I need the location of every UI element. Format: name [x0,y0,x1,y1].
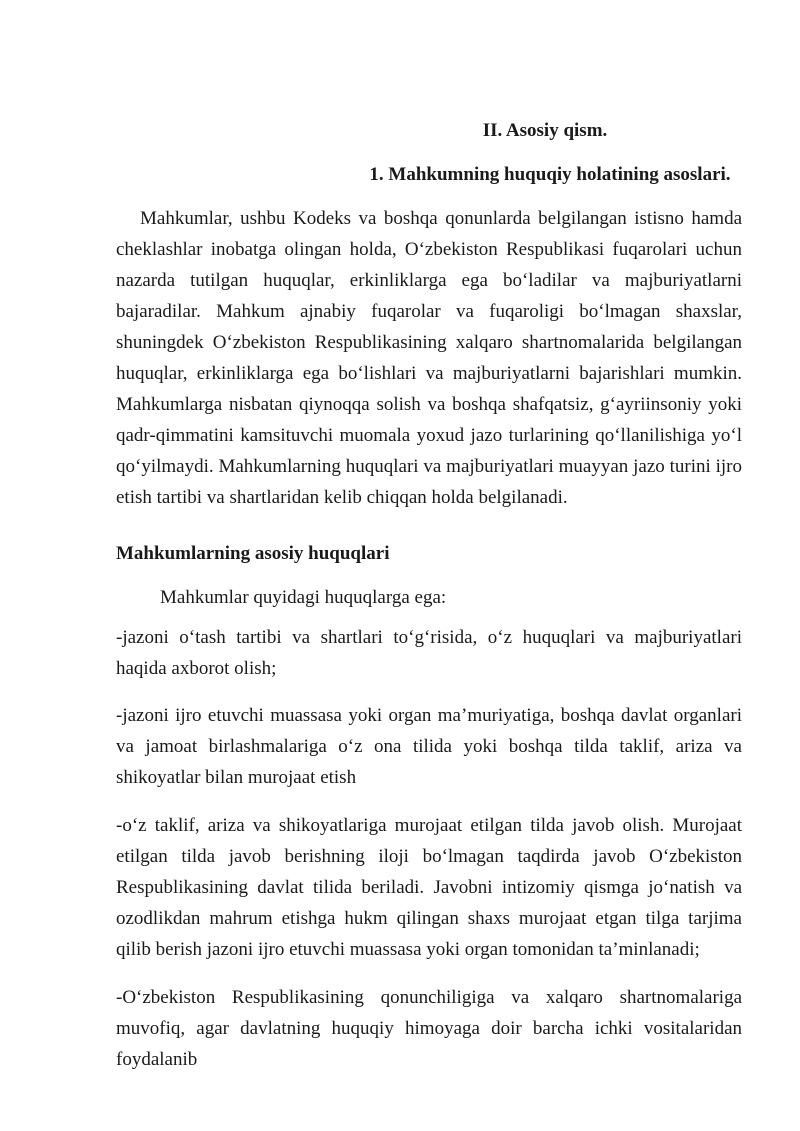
intro-paragraph: Mahkumlar, ushbu Kodeks va boshqa qonunlarda belgilangan istisno hamda cheklashlar inobatga olingan holda, O‘zbekiston Respublikasi fuqarolari uchun nazarda tutilgan huquqlar, erkinliklarga ega bo‘ladilar va majburiyatlarni bajaradilar. Mahkum ajnabiy fuqarolar va fuqaroligi bo‘lmagan shaxslar, shuningdek O‘zbekiston Respublikasining xalqaro shartnomalarida belgilangan huquqlar, erkinliklarga ega bo‘lishlari va majburiyatlarni bajarishlari mumkin. Mahkumlarga nisbatan qiynoqqa solish va boshqa shafqatsiz, g‘ayriinsoniy yoki qadr-qimmatini kamsituvchi muomala yoxud jazo turlarining qo‘llanilishiga yo‘l qo‘yilmaydi. Mahkumlarning huquqlari va majburiyatlari muayyan jazo turini ijro etish tartibi va shartlaridan kelib chiqqan holda belgilanadi. [116,208,742,508]
section-heading: 1. Mahkumning huquqiy holatining asoslari. [369,164,731,185]
main-heading: II. Asosiy qism. [482,120,608,141]
right-item-3: -o‘z taklif, ariza va shikoyatlariga murojaat etilgan tilda javob olish. Murojaat etilgan tilda javob berishning iloji bo‘lmagan taqdirda javob O‘zbekiston Respublikasining davlat tilida beriladi. Javobni intizomiy qismga jo‘natish va ozodlikdan mahrum etishga hukm qilingan shaxs murojaat etgan tilga tarjima qilib berish jazoni ijro etuvchi muassasa yoki organ tomonidan ta’minlanadi; [116,815,742,960]
right-item-1: -jazoni o‘tash tartibi va shartlari to‘g‘risida, o‘z huquqlari va majburiyatlari haqida axborot olish; [116,627,742,679]
subheading: Mahkumlarning asosiy huquqlari [116,543,390,564]
lead-line: Mahkumlar quyidagi huquqlarga ega: [160,587,447,608]
right-item-2: -jazoni ijro etuvchi muassasa yoki organ ma’muriyatiga, boshqa davlat organlari va jamoat birlashmalariga o‘z ona tilida yoki boshqa tilda taklif, ariza va shikoyatlar bilan murojaat etish [116,705,742,788]
right-item-4: -O‘zbekiston Respublikasining qonunchiligiga va xalqaro shartnomalariga muvofiq, agar davlatning huquqiy himoyaga doir barcha ichki vositalaridan foydalanib [116,987,742,1070]
